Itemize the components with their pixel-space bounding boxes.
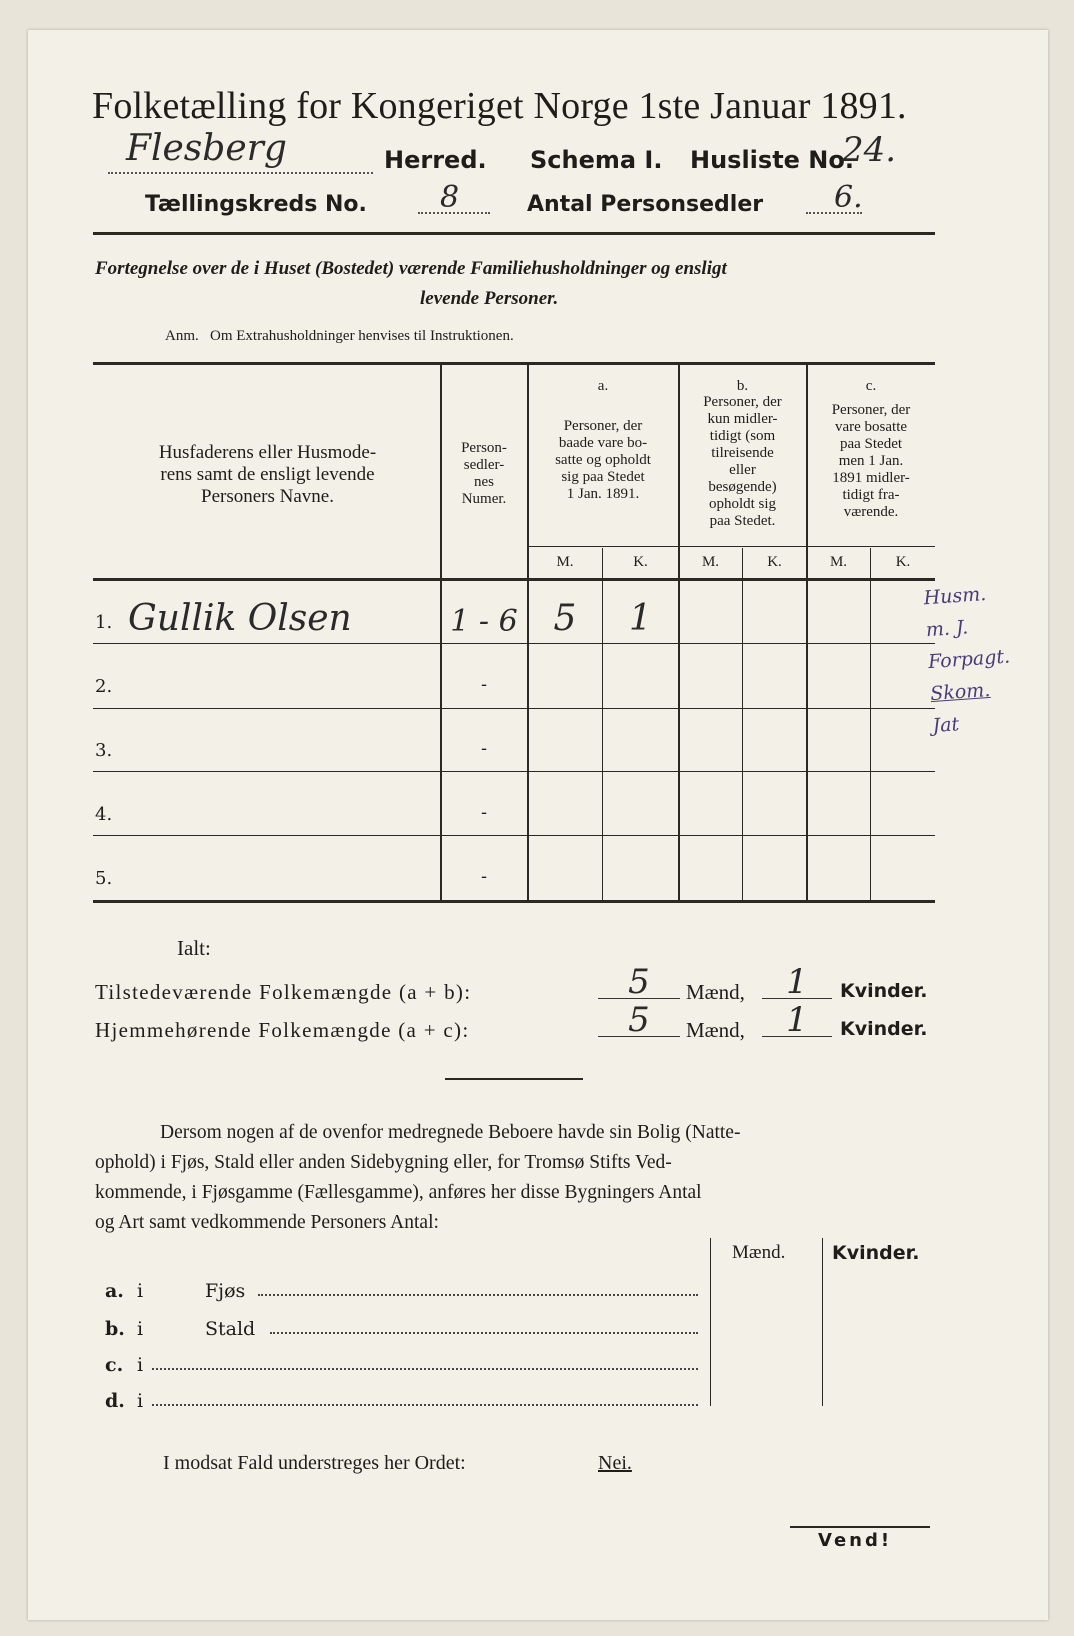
c-k-header: K.: [895, 554, 911, 570]
table-top-rule: [93, 362, 935, 365]
number-column-header: Person- sedler- nes Numer.: [461, 440, 507, 507]
sedler-dash: -: [480, 866, 488, 887]
row-number: 3.: [95, 740, 113, 761]
herred-value: Flesberg: [126, 128, 287, 169]
building-row-dots: [152, 1404, 698, 1406]
table-header-bottom-rule: [93, 578, 935, 581]
b-m-header: M.: [701, 554, 720, 570]
personsedler-label: Antal Personsedler: [527, 192, 764, 217]
row-rule: [93, 643, 935, 644]
building-row-dots: [258, 1294, 698, 1296]
schema-label: Schema I.: [530, 146, 663, 174]
row-rule: [93, 708, 935, 709]
building-row-letter: b.: [105, 1318, 125, 1340]
tilstede-kvinder-value: 1: [786, 962, 808, 1002]
hjemme-kvinder-word: Kvinder.: [840, 1018, 928, 1040]
taellingskreds-value: 8: [440, 180, 460, 215]
sidebygning-paragraph: Dersom nogen af de ovenfor medregnede Beboere havde sin Bolig (Natte- ophold) i Fjøs, Stald eller anden Sidebygning eller, for Tromsø Stifts Ved- kommende, i Fjøsgamme (Fællesgamme), anføres her disse Bygningers Antal og Art samt vedkommende Personers Antal:: [95, 1122, 741, 1233]
vend-rule: [790, 1526, 930, 1528]
buildings-divider: [710, 1238, 711, 1406]
sedler-dash: -: [480, 738, 488, 759]
b-k-header: K.: [767, 554, 782, 570]
building-row-name: Fjøs: [205, 1280, 246, 1302]
hjemme-kvinder-value: 1: [786, 1000, 808, 1040]
buildings-kvinder-header: Kvinder.: [832, 1242, 920, 1264]
row-number: 4.: [95, 804, 113, 825]
building-row-dots: [270, 1332, 698, 1334]
mk-rule: [527, 546, 935, 547]
row-number: 1.: [95, 612, 113, 633]
row-rule: [93, 771, 935, 772]
sedler-range: 1 - 6: [450, 604, 518, 639]
table-bottom-rule: [93, 900, 935, 903]
taellingskreds-label: Tællingskreds No.: [145, 192, 367, 217]
herred-label: Herred.: [384, 146, 487, 174]
col-a-header: Personer, der baade vare bo- satte og opholdt sig paa Stedet 1 Jan. 1891.: [555, 418, 651, 502]
col-c-header: Personer, der vare bosatte paa Stedet men 1 Jan. 1891 midler- tidigt fra- værende.: [831, 402, 911, 520]
head-of-household-name: Gullik Olsen: [128, 598, 352, 639]
vend-label: Vend!: [818, 1530, 893, 1551]
buildings-divider: [822, 1238, 823, 1406]
form-title: Folketælling for Kongeriget Norge 1ste Januar 1891.: [92, 85, 907, 127]
c-m-header: M.: [829, 554, 848, 570]
husliste-value: 24.: [842, 130, 897, 170]
section-divider: [445, 1078, 583, 1080]
hjemme-maend-word: Mænd,: [686, 1018, 745, 1042]
building-row-letter: c.: [105, 1354, 124, 1376]
a-k-header: K.: [633, 554, 648, 570]
row-number: 5.: [95, 868, 113, 889]
subtitle-line-2: levende Personer.: [420, 288, 559, 309]
col-b-header: Personer, der kun midler- tidigt (som tilreisende eller besøgende) opholdt sig paa Stedet.: [703, 394, 782, 529]
margin-note: Husm. m. J. Forpagt. Skom. Jat: [922, 582, 1011, 738]
ialt-label: Ialt:: [177, 936, 211, 960]
tilstede-label: Tilstedeværende Folkemængde (a + b):: [95, 980, 472, 1004]
tilstede-maend-word: Mænd,: [686, 980, 745, 1004]
buildings-maend-header: Mænd.: [732, 1242, 786, 1263]
subtitle-line-1: Fortegnelse over de i Huset (Bostedet) værende Familiehusholdninger og ensligt: [95, 258, 727, 279]
row-number: 2.: [95, 676, 113, 697]
building-row-letter: a.: [105, 1280, 124, 1302]
building-row-i: i: [137, 1354, 144, 1376]
hjemme-maend-value: 5: [628, 1000, 650, 1040]
col-divider-mk: [870, 548, 871, 900]
anm-note: Anm. Om Extrahusholdninger henvises til Instruktionen.: [165, 328, 514, 344]
name-column-header: Husfaderens eller Husmode- rens samt de ensligt levende Personers Navne.: [158, 442, 377, 507]
building-row-name: Stald: [205, 1318, 256, 1340]
nei-word: Nei.: [598, 1452, 632, 1474]
col-a-letter: a.: [597, 378, 609, 394]
building-row-dots: [152, 1368, 698, 1370]
sedler-dash: -: [480, 802, 488, 823]
tilstede-maend-value: 5: [628, 962, 650, 1002]
a-k-value: 1: [629, 598, 652, 639]
a-m-header: M.: [556, 554, 574, 570]
col-divider-mk: [742, 548, 743, 900]
building-row-i: i: [137, 1318, 144, 1340]
hjemme-label: Hjemmehørende Folkemængde (a + c):: [95, 1018, 470, 1042]
husliste-label: Husliste No.: [690, 146, 854, 174]
building-row-letter: d.: [105, 1390, 125, 1412]
col-c-letter: c.: [865, 378, 877, 394]
col-b-letter: b.: [736, 378, 749, 394]
sedler-dash: -: [480, 674, 488, 695]
building-row-i: i: [137, 1390, 144, 1412]
modsat-text: I modsat Fald understreges her Ordet:: [163, 1452, 466, 1474]
building-row-i: i: [137, 1280, 144, 1302]
header-rule: [93, 232, 935, 235]
personsedler-value: 6.: [834, 180, 863, 215]
row-rule: [93, 835, 935, 836]
a-m-value: 5: [553, 598, 577, 639]
tilstede-kvinder-word: Kvinder.: [840, 980, 928, 1002]
